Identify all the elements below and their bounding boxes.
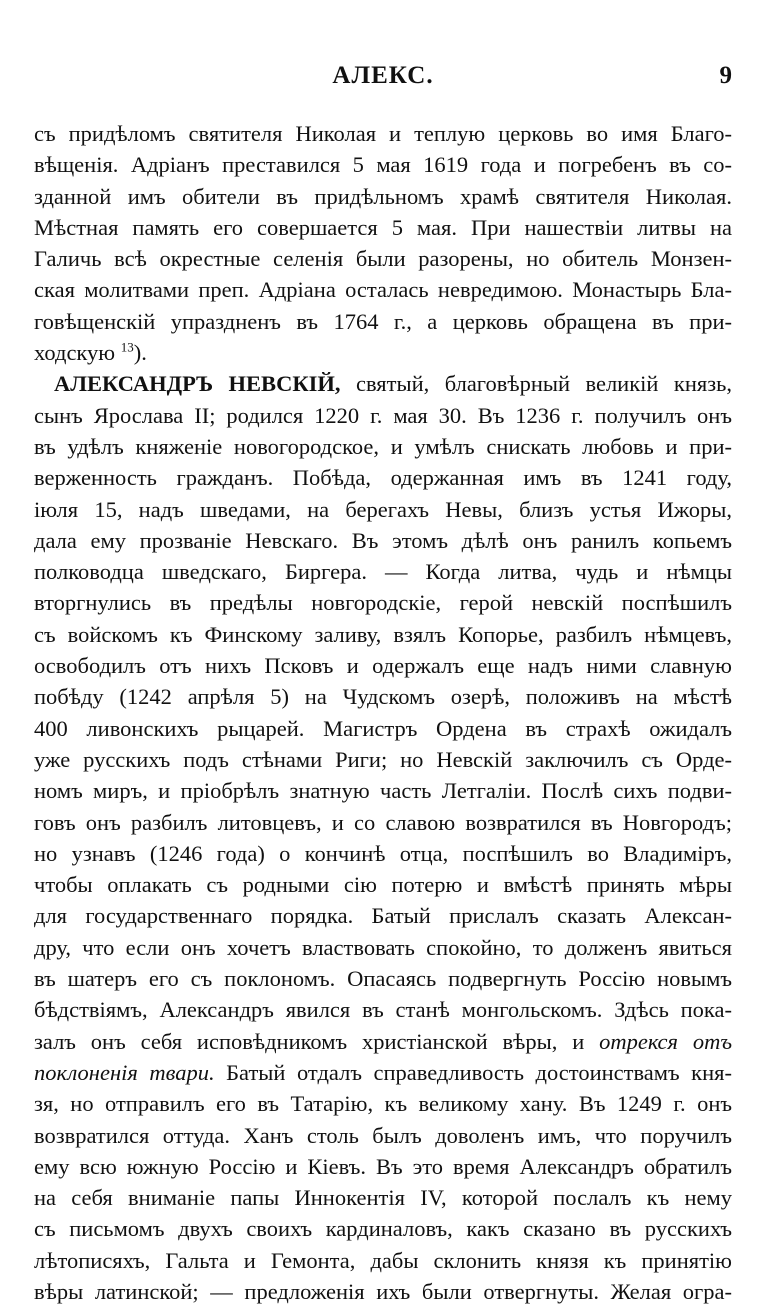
text-line: ему всю южную Россію и Кіевъ. Въ это время Александръ обратилъ: [34, 1153, 732, 1179]
text-fragment: залъ онъ себя исповѣдникомъ христіанской вѣры, и: [34, 1028, 600, 1054]
text-line: говѣщенскій упраздненъ въ 1764 г., а церковь обращена въ при-: [34, 308, 732, 334]
text-line: освободилъ отъ нихъ Псковъ и одержалъ еще надъ ними славную: [34, 653, 732, 679]
italic-phrase: отрекся отъ: [599, 1028, 732, 1054]
text-line: [34, 1026, 732, 1057]
text-line: Галичь всѣ окрестные селенія были разорены, но обитель Монзен-: [34, 246, 732, 272]
text-line: уже русскихъ подъ стѣнами Риги; но Невскій заключилъ съ Орде-: [34, 746, 732, 772]
entry-first-line: [34, 368, 732, 399]
text-line: вѣщенія. Адріанъ преставился 5 мая 1619 года и погребенъ въ со-: [34, 152, 732, 178]
text-line: [34, 337, 732, 368]
text-line: чтобы оплакать съ родными сію потерю и вмѣстѣ принять мѣры: [34, 872, 732, 898]
text-line: въ удѣлъ княженіе новогородское, и умѣлъ снискать любовь и при-: [34, 433, 732, 459]
text-line: дала ему прозваніе Невскаго. Въ этомъ дѣлѣ онъ ранилъ копьемъ: [34, 527, 732, 553]
text-line: но узнавъ (1246 года) о кончинѣ отца, поспѣшилъ во Владиміръ,: [34, 840, 732, 866]
text-line: Мѣстная память его совершается 5 мая. При нашествіи литвы на: [34, 214, 732, 240]
page-header: [34, 58, 732, 98]
text-line: ская молитвами преп. Адріана осталась невредимою. Монастырь Бла-: [34, 277, 732, 303]
text-line: для государственнаго порядка. Батый прислалъ сказать Алексан-: [34, 903, 732, 929]
text-fragment: ходскую: [34, 340, 121, 366]
text-line: лѣтописяхъ, Гальта и Гемонта, дабы склонить князя къ принятію: [34, 1247, 732, 1273]
text-line: іюля 15, надъ шведами, на берегахъ Невы, близъ устья Ижоры,: [34, 496, 732, 522]
text-line: побѣду (1242 апрѣля 5) на Чудскомъ озерѣ, положивъ на мѣстѣ: [34, 684, 732, 710]
text-fragment: Батый отдалъ справедливость достоинствамъ кня-: [214, 1059, 732, 1085]
text-line: на себя вниманіе папы Иннокентія IV, которой послалъ къ нему: [34, 1185, 732, 1211]
text-line: [34, 1057, 732, 1088]
text-line: съ придѣломъ святителя Николая и теплую церковь во имя Благо-: [34, 121, 732, 146]
text-line: 400 ливонскихъ рыцарей. Магистръ Ордена въ страхѣ ожидалъ: [34, 715, 732, 741]
text-line: дру, что если онъ хочетъ властвовать спокойно, то долженъ явиться: [34, 934, 732, 960]
text-line: номъ миръ, и пріобрѣлъ знатную часть Летгаліи. Послѣ сихъ подви-: [34, 778, 732, 804]
text-line: вторгнулись въ предѣлы новгородскіе, герой невскій поспѣшилъ: [34, 590, 732, 616]
text-line: вѣры латинской; — предложенія ихъ были отвергнуты. Желая огра-: [34, 1278, 732, 1304]
text-line: бѣдствіямъ, Александръ явился въ станѣ монгольскомъ. Здѣсь пока-: [34, 997, 732, 1023]
text-line: полководца шведскаго, Биргера. — Когда литва, чудь и нѣмцы: [34, 559, 732, 585]
body-text: [34, 118, 732, 1307]
text-line: зя, но отправилъ его въ Татарію, къ великому хану. Въ 1249 г. онъ: [34, 1091, 732, 1117]
running-head: АЛЕКС.: [332, 62, 434, 89]
text-fragment: ).: [133, 340, 147, 366]
text-fragment: святый, благовѣрный великій князь,: [340, 371, 732, 397]
footnote-reference: 13: [120, 339, 134, 355]
text-line: зданной имъ обители въ придѣльномъ храмѣ святителя Николая.: [34, 183, 732, 209]
italic-phrase: поклоненія твари.: [34, 1059, 215, 1085]
text-line: съ письмомъ двухъ своихъ кардиналовъ, какъ сказано въ русскихъ: [34, 1216, 732, 1242]
page-number: 9: [719, 62, 732, 89]
text-line: съ войскомъ къ Финскому заливу, взялъ Копорье, разбилъ нѣмцевъ,: [34, 621, 732, 647]
text-line: сынъ Ярослава II; родился 1220 г. мая 30. Въ 1236 г. получилъ онъ: [34, 402, 732, 428]
text-line: говъ онъ разбилъ литовцевъ, и со славою возвратился въ Новгородъ;: [34, 809, 732, 835]
entry-headword: АЛЕКСАНДРЪ НЕВСКІЙ,: [54, 371, 341, 397]
text-line: верженность гражданъ. Побѣда, одержанная имъ въ 1241 году,: [34, 465, 732, 491]
text-line: возвратился оттуда. Ханъ столь былъ доволенъ имъ, что поручилъ: [34, 1122, 732, 1148]
text-line: въ шатеръ его съ поклономъ. Опасаясь подвергнуть Россію новымъ: [34, 966, 732, 992]
